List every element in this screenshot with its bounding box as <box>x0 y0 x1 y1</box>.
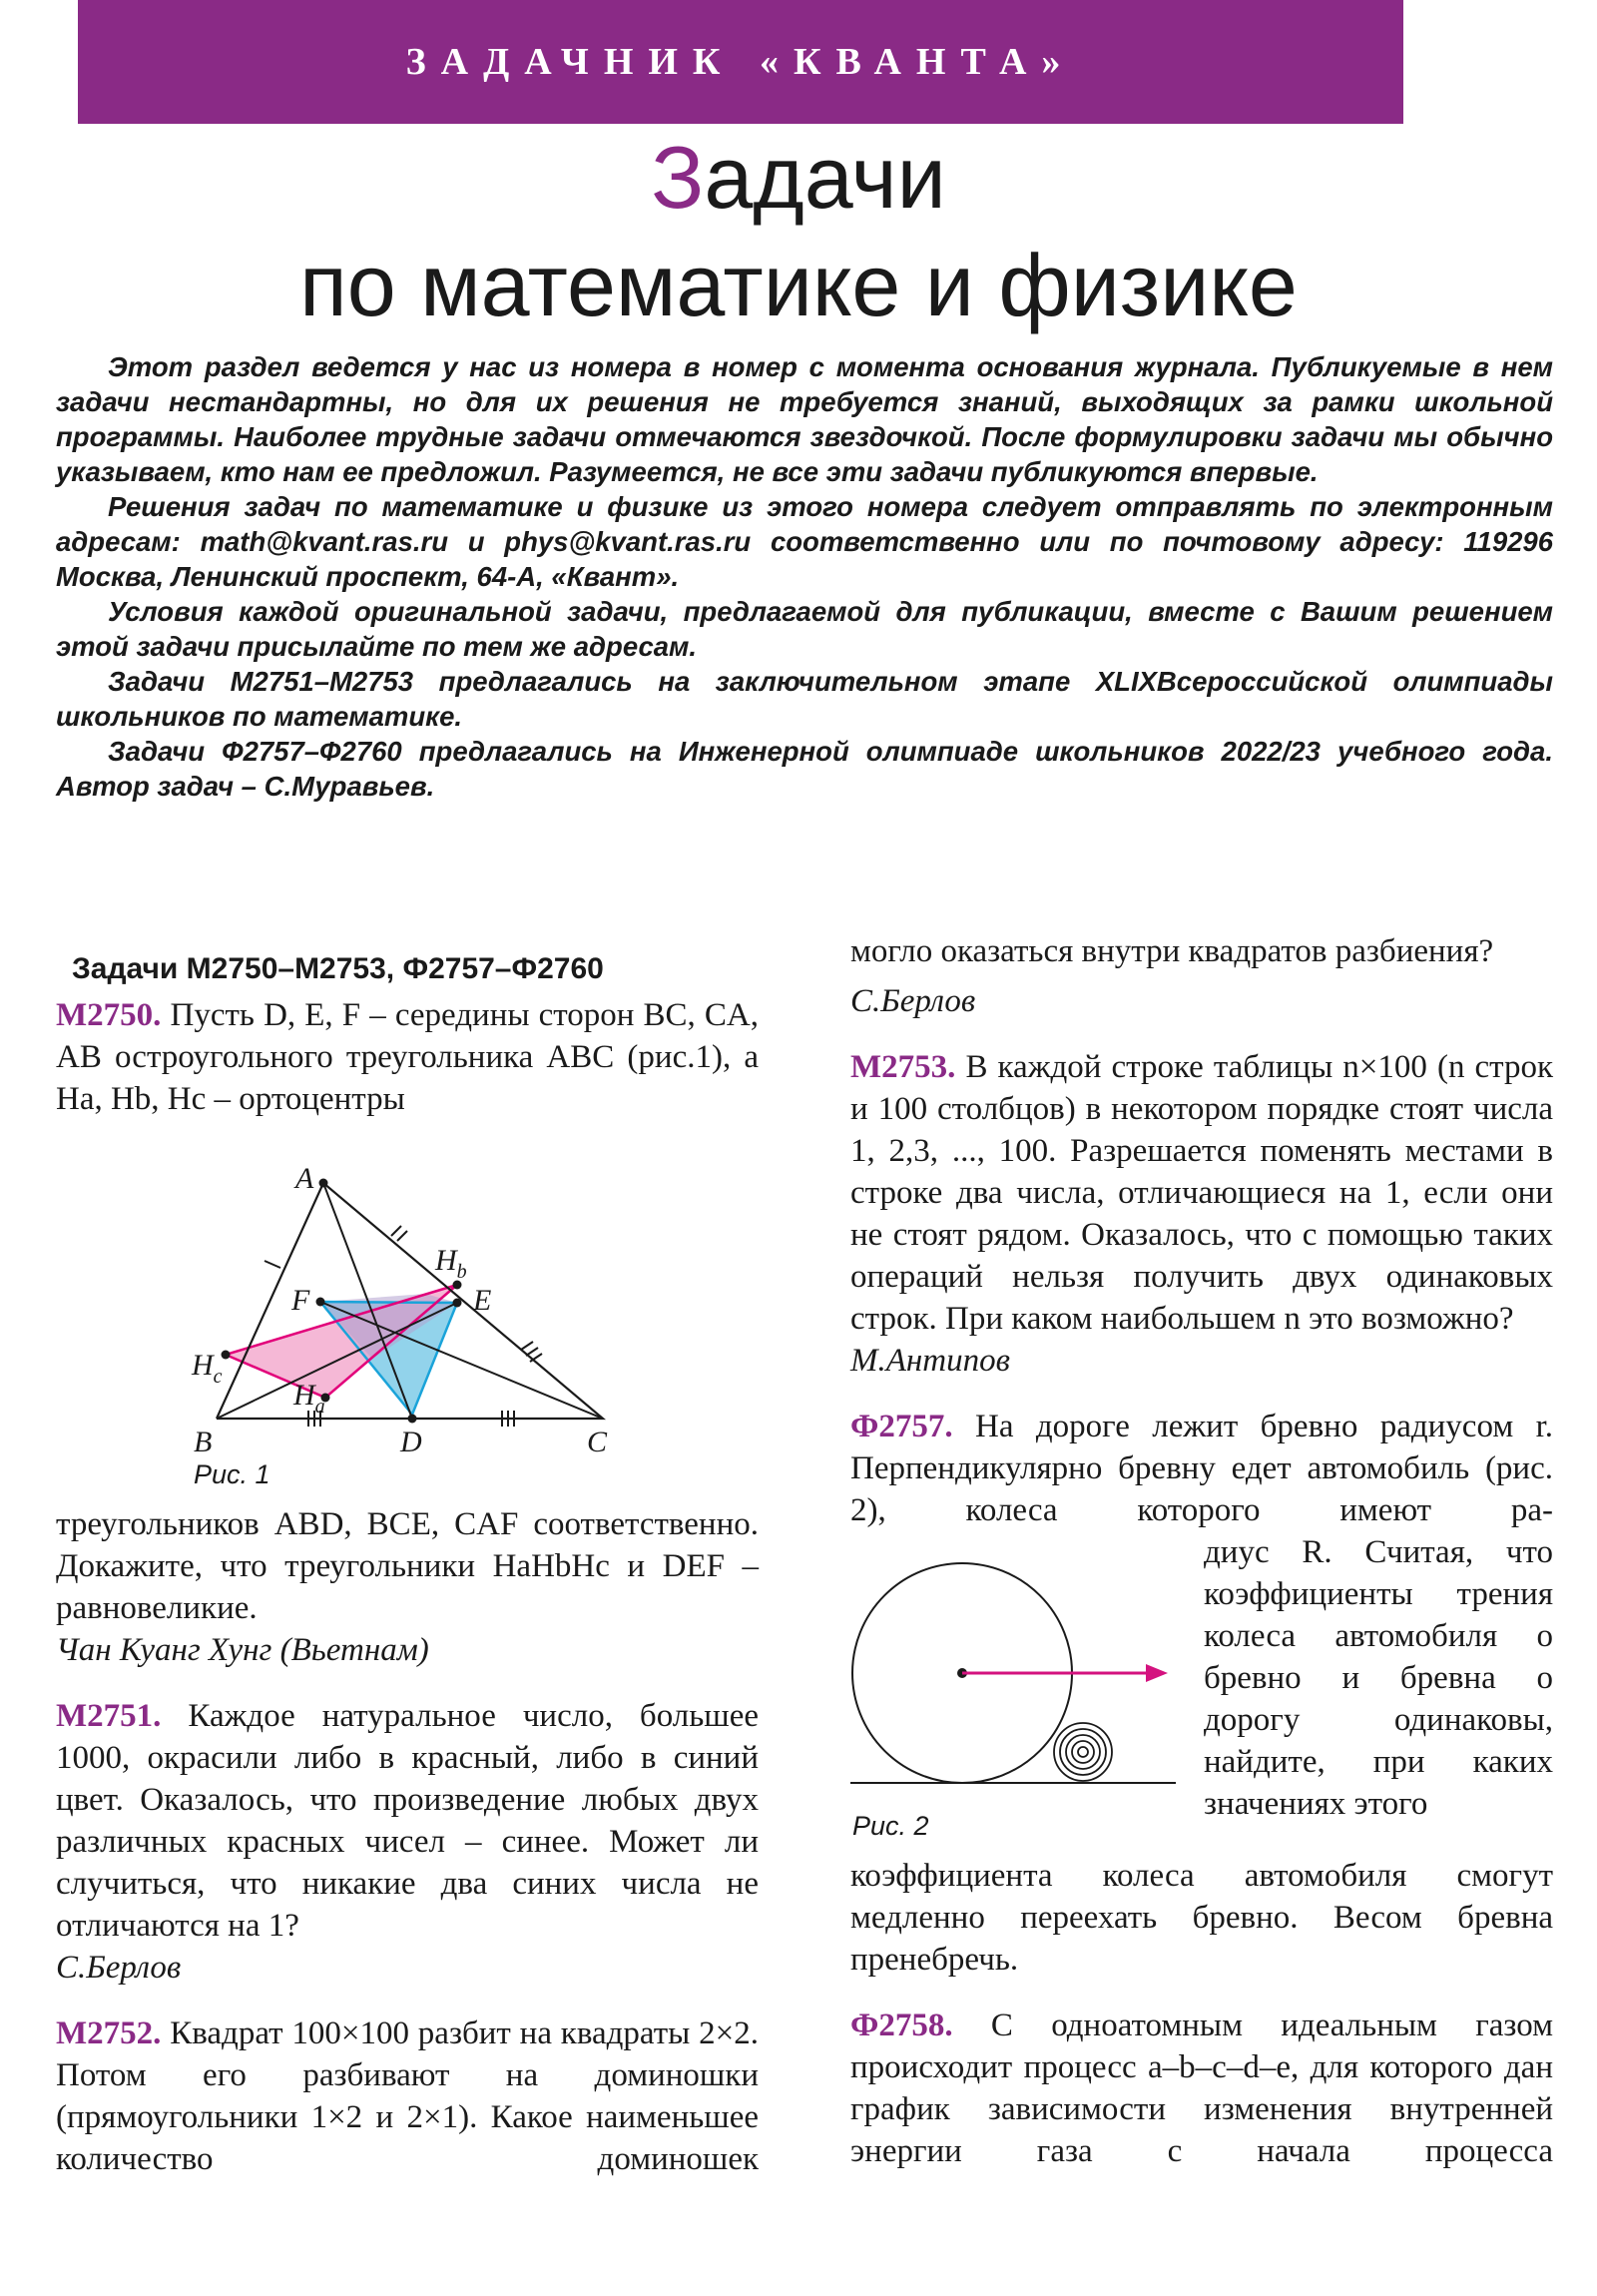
problem-m2752-start <box>56 2012 759 2180</box>
intro-text <box>56 349 1553 804</box>
tick <box>265 1261 280 1268</box>
figure-2-caption: Рис. 2 <box>852 1811 929 1841</box>
tick <box>526 1348 538 1356</box>
figure-2-drawing <box>850 1539 1186 1809</box>
problem-m2750-end: треугольников ABD, BCE, CAF соответственно. Докажите, что треугольники HaHbHc и DEF – равновеликие. <box>56 1506 759 1626</box>
tick <box>521 1342 533 1350</box>
problem-author: С.Берлов <box>56 1950 182 1986</box>
point-hc <box>222 1351 231 1360</box>
problem-id: Ф2758. <box>850 2008 953 2043</box>
point-a <box>319 1179 328 1188</box>
title-rest: адачи <box>704 128 946 227</box>
page-title-line2: по математике и физике <box>299 236 1298 334</box>
problem-id: М2751. <box>56 1698 162 1734</box>
label-f: F <box>291 1284 310 1317</box>
problem-f2757-middle: диус R. Считая, что коэффициенты трения колеса автомобиля о бревно и бревна о дорогу одинаковы, найдите, при каких значениях этого <box>1204 1534 1553 1822</box>
intro-paragraph: Условия каждой оригинальной задачи, предлагаемой для публикации, вместе с Вашим решением этой задачи присылайте по тем же адресам. <box>56 596 1553 662</box>
tick <box>391 1226 401 1236</box>
problem-m2751 <box>56 1695 759 1947</box>
label-c: C <box>587 1426 608 1458</box>
label-b: B <box>194 1426 213 1458</box>
problem-text: С одноатомным идеальным газом происходит процесс a–b–c–d–e, для которого дан график зависимости изменения внутренней энергии газа с начала процесса <box>850 2008 1553 2169</box>
problem-text: В каждой строке таблицы n×100 (n строк и 100 столбцов) в некотором порядке стоят числа 1, 2,3, ..., 100. Разрешается поменять местами в строке два числа, отличающиеся на 1, если они не стоят рядом. Оказалось, что с помощью таких операций нельзя получить двух одинаковых строк. При каком наибольшем n это возможно? <box>850 1049 1553 1337</box>
section-title: Задачи М2750–М2753, Ф2757–Ф2760 <box>72 952 604 985</box>
problem-id: М2750. <box>56 997 162 1033</box>
problem-m2753 <box>850 1046 1553 1340</box>
problem-id: М2752. <box>56 2015 162 2051</box>
problem-id: М2753. <box>850 1049 956 1085</box>
point-f <box>316 1298 325 1307</box>
point-e <box>453 1299 462 1308</box>
problem-f2757-start <box>850 1406 1553 1531</box>
label-d: D <box>400 1426 422 1458</box>
right-column <box>850 930 1553 2172</box>
intro-paragraph: Этот раздел ведется у нас из номера в номер с момента основания журнала. Публикуемые в нем задачи нестандартны, но для их решения не требуется знаний, выходящих за рамки школьной программы. Наиболее трудные задачи отмечаются звездочкой. После формулировки задачи мы обычно указываем, кто нам ее предложил. Разумеется, не все эти задачи публикуются впервые. <box>56 351 1553 487</box>
problem-m2750-start <box>56 994 759 1120</box>
problem-author: Чан Куанг Хунг (Вьетнам) <box>56 1632 429 1668</box>
problem-text: На дороге лежит бревно радиусом r. Перпендикулярно бревну едет автомобиль (рис. 2), колеса которого имеют ра- <box>850 1409 1554 1528</box>
problem-id: Ф2757. <box>850 1409 953 1444</box>
label-hc: $H_c$ <box>192 1349 223 1388</box>
left-column <box>56 948 759 2180</box>
tick <box>397 1231 407 1241</box>
problem-text: Каждое натуральное число, большее 1000, окрасили либо в красный, либо в синий цвет. Оказалось, что произведение любых двух различных красных чисел – синее. Может ли случиться, что никакие два синих числа не отличаются на 1? <box>56 1698 759 1944</box>
figure-1-caption: Рис. 1 <box>194 1459 270 1489</box>
label-a: A <box>295 1162 314 1195</box>
figure-1 <box>56 1130 615 1459</box>
intro-paragraph: Задачи М2751–М2753 предлагались на заключительном этапе XLIXВсероссийской олимпиады школьников по математике. <box>56 666 1553 732</box>
page-title-line1 <box>0 128 1597 228</box>
title-initial: З <box>651 128 705 227</box>
problem-author: С.Берлов <box>850 983 976 1019</box>
problem-f2757-end: коэффициента колеса автомобиля смогут медленно переехать бревно. Весом бревна пренебречь. <box>850 1858 1553 1978</box>
velocity-arrowhead <box>1146 1664 1168 1682</box>
banner-title: ЗАДАЧНИК «КВАНТА» <box>405 41 1076 83</box>
label-hb: $H_b$ <box>435 1244 467 1283</box>
label-ha: $H_a$ <box>293 1379 325 1418</box>
intro-paragraph: Задачи Ф2757–Ф2760 предлагались на Инженерной олимпиаде школьников 2022/23 учебного года. Автор задач – С.Муравьев. <box>56 736 1553 802</box>
problem-f2758 <box>850 2005 1553 2172</box>
problem-text: Квадрат 100×100 разбит на квадраты 2×2. Потом его разбивают на доминошки (прямоугольники 1×2 и 2×1). Какое наименьшее количество доминошек <box>56 2015 759 2177</box>
problem-text: Пусть D, E, F – середины сторон BC, CA, AB остроугольного треугольника ABC (рис.1), а Ha, Hb, Hc – ортоцентры <box>56 997 760 1117</box>
section-banner <box>78 0 1403 124</box>
figure-2 <box>850 1539 1186 1855</box>
label-e: E <box>473 1284 492 1317</box>
log <box>1054 1723 1112 1781</box>
point-d <box>408 1415 417 1424</box>
problem-m2752-end: могло оказаться внутри квадратов разбиения? <box>850 933 1494 969</box>
intro-paragraph: Решения задач по математике и физике из этого номера следует отправлять по электронным адресам: math@kvant.ras.ru и phys@kvant.ras.ru соответственно или по почтовому адресу: 119296 Москва, Ленинский проспект, 64-А, «Квант». <box>56 491 1553 592</box>
problem-author: М.Антипов <box>850 1343 1010 1379</box>
